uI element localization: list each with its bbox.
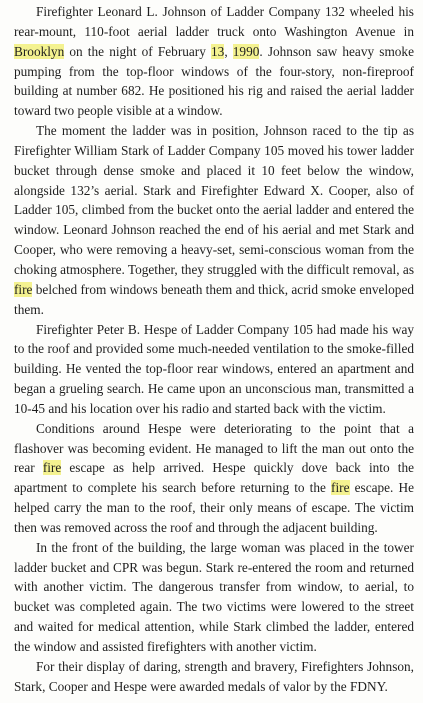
paragraph (14, 657, 414, 697)
highlighted-term: fire (42, 460, 62, 476)
paragraph (14, 2, 414, 121)
paragraph-text: . Johnson saw heavy smoke pumping from the top-floor windows of the four-story, non-fireproof building at number 682. He positioned his rig and raised the aerial ladder toward two people visible at a window. (14, 43, 414, 119)
paragraph (14, 538, 414, 657)
paragraph-text: The moment the ladder was in position, Johnson raced to the tip as Firefighter William Stark of Ladder Company 105 moved his tower ladder bucket through dense smoke and placed it 10 feet below the window, alongside 132’s aerial. Stark and Firefighter Edward X. Cooper, also of Ladder 105, climbed from the bucket onto the aerial ladder and entered the window. Leonard Johnson reached the end of his aerial and met Stark and Cooper, who were removing a heavy-set, semi-conscious woman from the choking atmosphere. Together, they struggled with the difficult removal, as (14, 123, 414, 277)
paragraph (14, 121, 414, 319)
paragraph-text: , (224, 43, 233, 59)
highlighted-term: 1990 (232, 43, 260, 59)
paragraph-text: For their display of daring, strength and bravery, Firefighters Johnson, Stark, Cooper and Hespe were awarded medals of valor by the FDNY. (14, 658, 414, 694)
article-body (14, 2, 414, 697)
paragraph-text: escape. He helped carry the man to the roof, their only means of escape. The victim then was removed across the roof and through the adjacent building. (14, 480, 414, 535)
paragraph-text: Firefighter Leonard L. Johnson of Ladder Company 132 wheeled his rear-mount, 110-foot aerial ladder truck onto Washington Avenue in (14, 4, 414, 39)
highlighted-term: fire (331, 480, 350, 496)
paragraph-text: escape as help arrived. Hespe quickly dove back into the apartment to complete his search before returning to the (14, 460, 415, 496)
paragraph-text: belched from windows beneath them and thick, acrid smoke enveloped them. (14, 281, 414, 317)
highlighted-term: fire (14, 281, 33, 297)
paragraph-text: In the front of the building, the large woman was placed in the tower ladder bucket and CPR was begun. Stark re-entered the room and returned with another victim. The dangerous transfer from window, to aerial, to bucket was completed again. The two victims were lowered to the street and waited for medical attention, while Stark climbed the ladder, entered the window and assisted firefighters with another victim. (14, 539, 414, 654)
paragraph-text: Conditions around Hespe were deteriorating to the point that a flashover was becoming evident. He managed to lift the man out onto the rear (14, 420, 414, 476)
paragraph-text: on the night of February (64, 43, 212, 59)
paragraph-text: Firefighter Peter B. Hespe of Ladder Company 105 had made his way to the roof and provided some much-needed ventilation to the smoke-filled building. He vented the top-floor rear windows, entered an apartment and began a grueling search. He came upon an unconscious man, transmitted a 10-45 and his location over his radio and started back with the victim. (14, 321, 414, 416)
highlighted-term: 13 (211, 43, 225, 59)
paragraph (14, 419, 414, 538)
paragraph (14, 320, 414, 419)
highlighted-term: Brooklyn (14, 43, 65, 59)
